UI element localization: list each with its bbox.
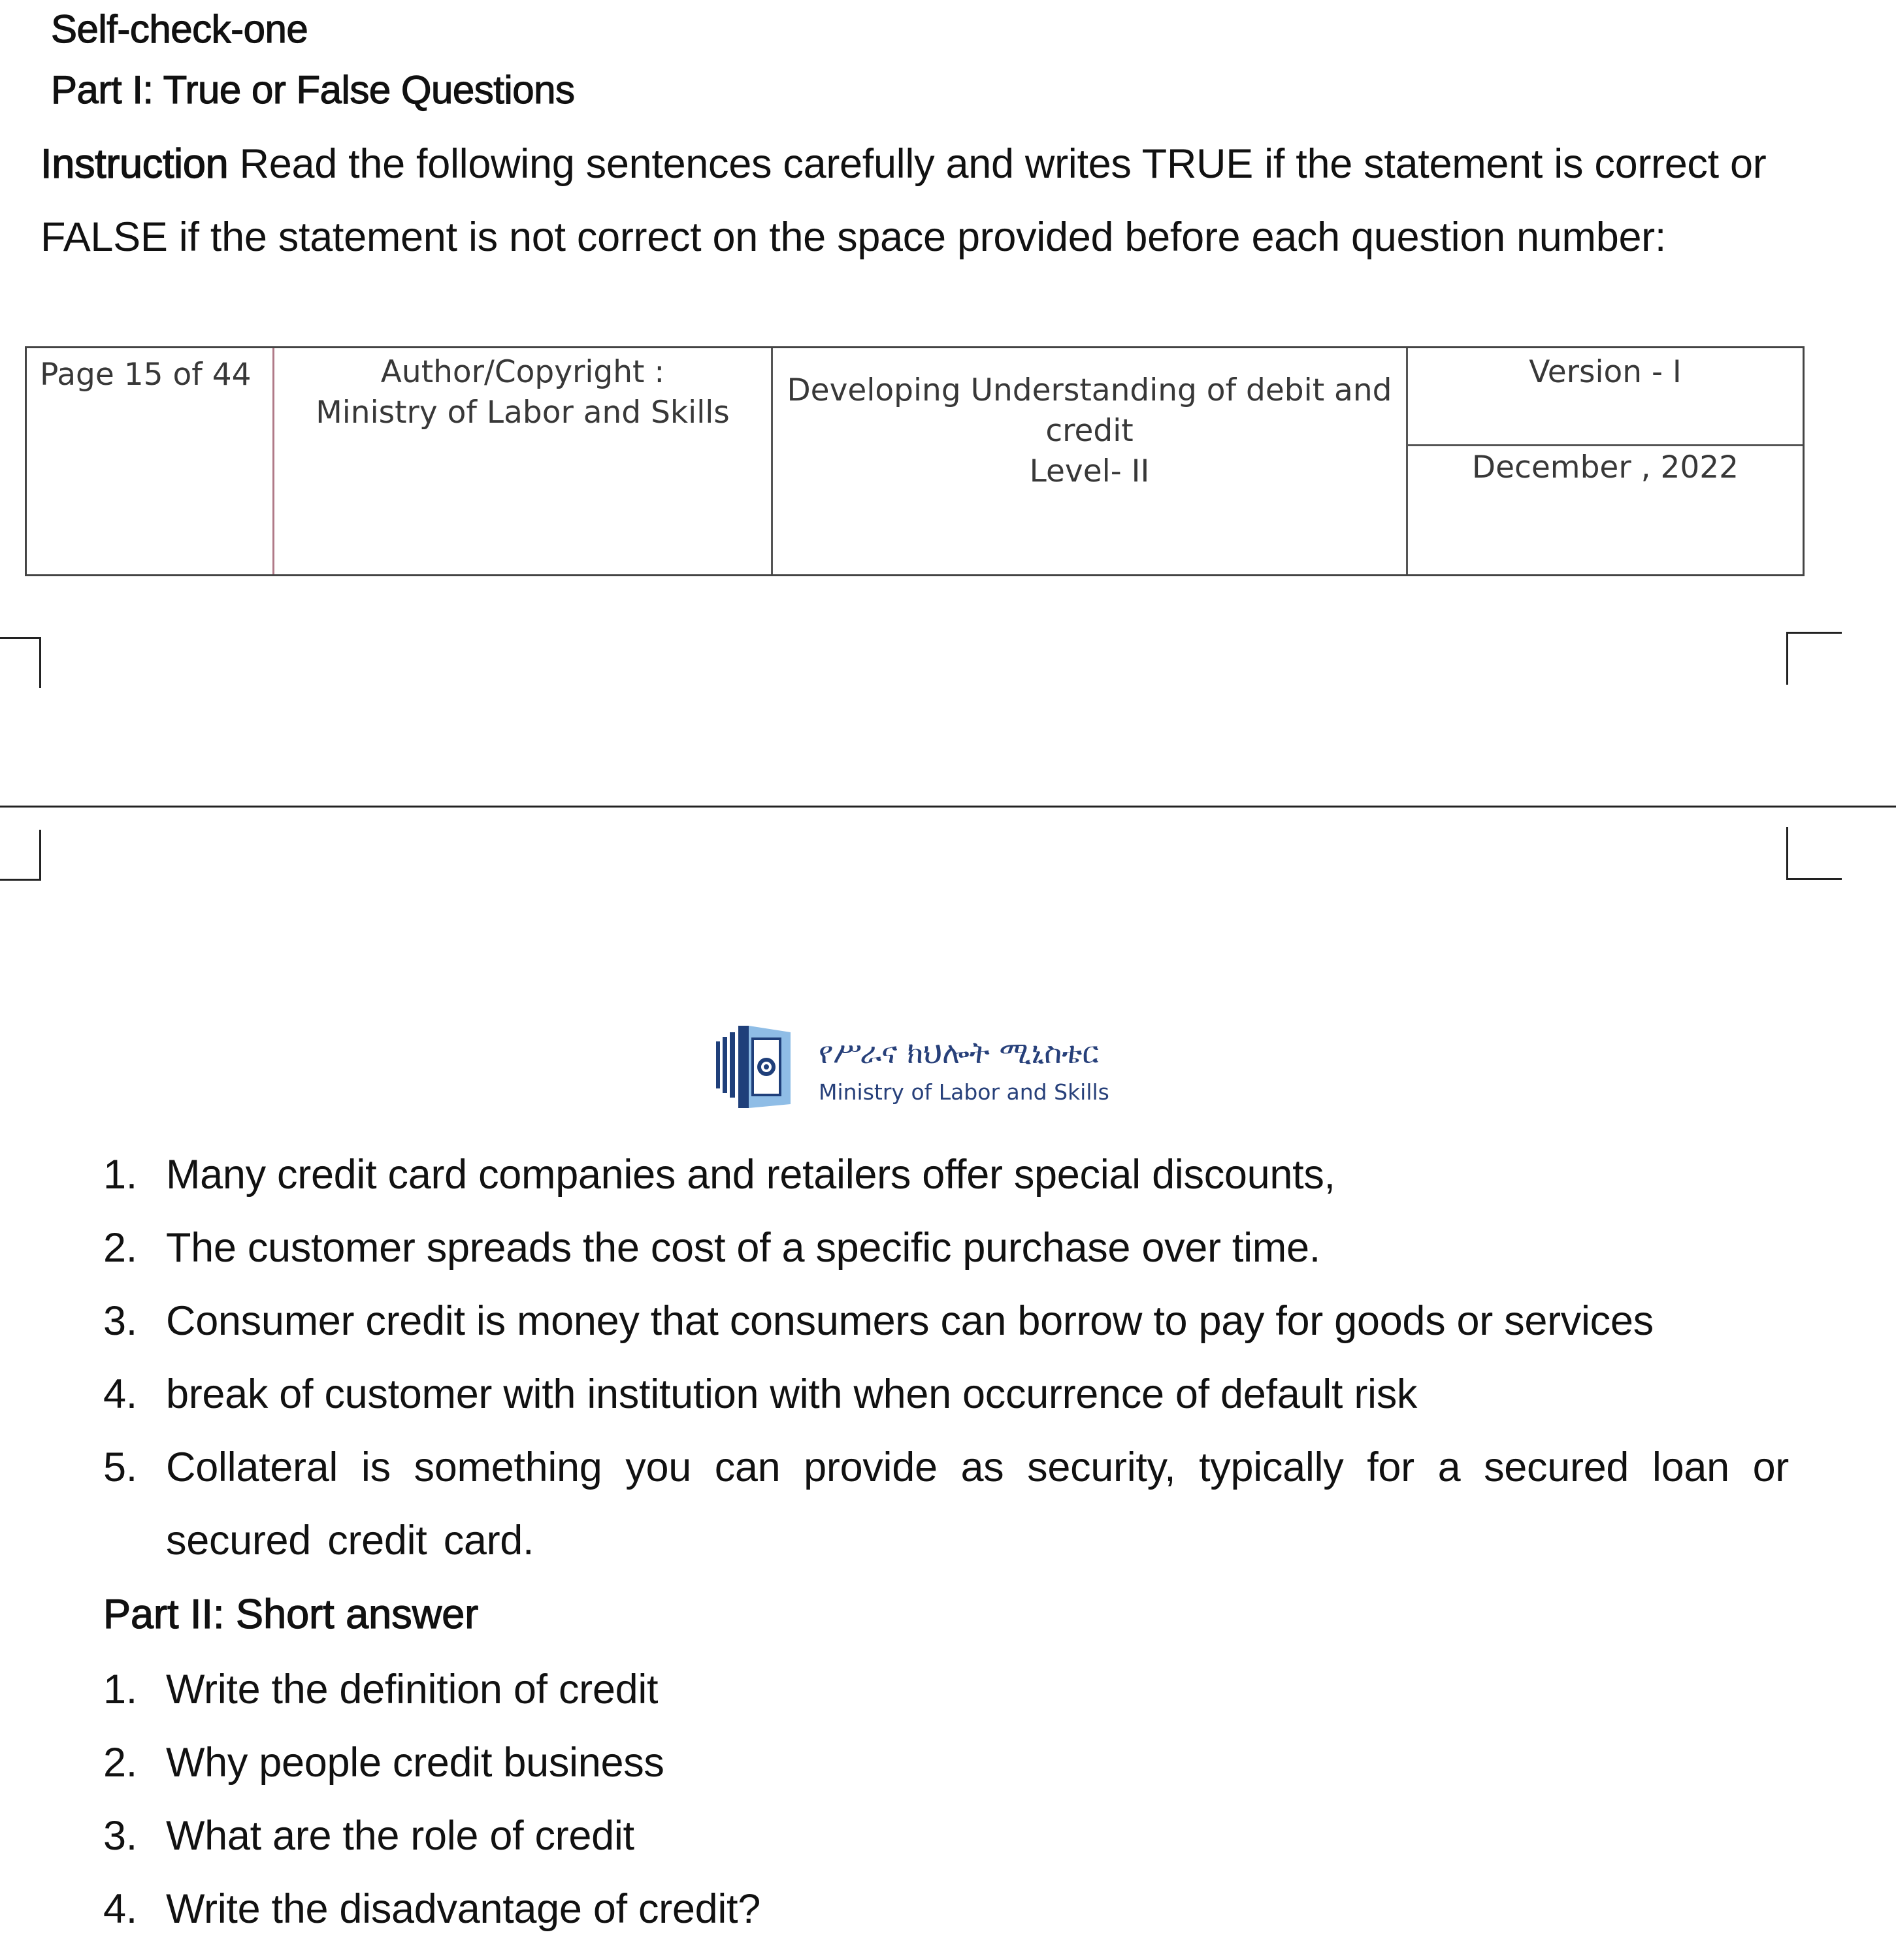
logo-english-text: Ministry of Labor and Skills — [819, 1079, 1109, 1105]
footer-page-cell — [27, 348, 274, 574]
question-text: Collateral is something you can provide as security, typically for a secured loan or secured credit card. — [166, 1445, 1789, 1563]
instruction-text: Read the following sentences carefully and writes TRUE if the statement is correct or FALSE if the statement is not correct on the space provided before each question number: — [41, 141, 1767, 260]
crop-mark-top-right — [1786, 632, 1842, 685]
question-text: Many credit card companies and retailers offer special discounts, — [166, 1152, 1335, 1198]
ministry-logo — [712, 1021, 1117, 1119]
question-number: 5. — [103, 1445, 137, 1490]
crop-mark-bottom-left — [0, 830, 41, 881]
footer-author-cell — [274, 348, 773, 574]
ministry-emblem-icon — [712, 1021, 810, 1119]
question-text: Write the disadvantage of credit? — [166, 1886, 760, 1932]
instruction-label: Instruction — [41, 141, 229, 187]
question-text: The customer spreads the cost of a specific purchase over time. — [166, 1225, 1320, 1271]
instruction-paragraph — [41, 127, 1831, 274]
footer-page-number: Page 15 of 44 — [40, 357, 252, 393]
question-text: Why people credit business — [166, 1740, 664, 1786]
footer-level: Level- II — [1029, 453, 1150, 489]
part1-title: Part I: True or False Questions — [51, 68, 575, 112]
list-item — [103, 1726, 1789, 1799]
question-text: break of customer with institution with when occurrence of default risk — [166, 1371, 1418, 1417]
question-number: 2. — [103, 1740, 137, 1786]
question-number: 1. — [103, 1152, 137, 1198]
footer-title-cell — [773, 348, 1408, 574]
footer-author-value: Ministry of Labor and Skills — [316, 395, 730, 431]
crop-mark-top-left — [0, 637, 41, 688]
footer-version: Version - I — [1408, 348, 1803, 446]
question-text: Consumer credit is money that consumers can borrow to pay for goods or services — [166, 1298, 1654, 1344]
question-text: What are the role of credit — [166, 1813, 634, 1859]
part2-title: Part II: Short answer — [103, 1592, 479, 1637]
list-item — [103, 1284, 1789, 1358]
short-answer-question-list — [103, 1653, 1789, 1946]
question-text: Write the definition of credit — [166, 1667, 659, 1712]
page-footer-table — [25, 346, 1805, 576]
question-number: 2. — [103, 1225, 137, 1271]
footer-author-label: Author/Copyright : — [380, 354, 665, 390]
page-divider — [0, 806, 1896, 808]
question-number: 1. — [103, 1667, 137, 1712]
list-item — [103, 1799, 1789, 1872]
list-item — [103, 1872, 1789, 1946]
footer-module-title: Developing Understanding of debit and credit — [787, 372, 1392, 449]
self-check-title: Self-check-one — [51, 7, 308, 51]
footer-version-cell — [1408, 348, 1803, 574]
question-number: 3. — [103, 1298, 137, 1344]
question-number: 4. — [103, 1886, 137, 1932]
question-number: 4. — [103, 1371, 137, 1417]
list-item — [103, 1653, 1789, 1726]
question-number: 3. — [103, 1813, 137, 1859]
list-item — [103, 1211, 1789, 1284]
logo-amharic-text: የሥራና ክህሎት ሚኒስቴር — [819, 1035, 1099, 1070]
true-false-question-list — [103, 1138, 1789, 1577]
footer-date: December , 2022 — [1471, 449, 1739, 485]
list-item — [103, 1138, 1789, 1211]
list-item — [103, 1358, 1789, 1431]
crop-mark-bottom-right — [1786, 827, 1842, 880]
list-item — [103, 1431, 1789, 1577]
